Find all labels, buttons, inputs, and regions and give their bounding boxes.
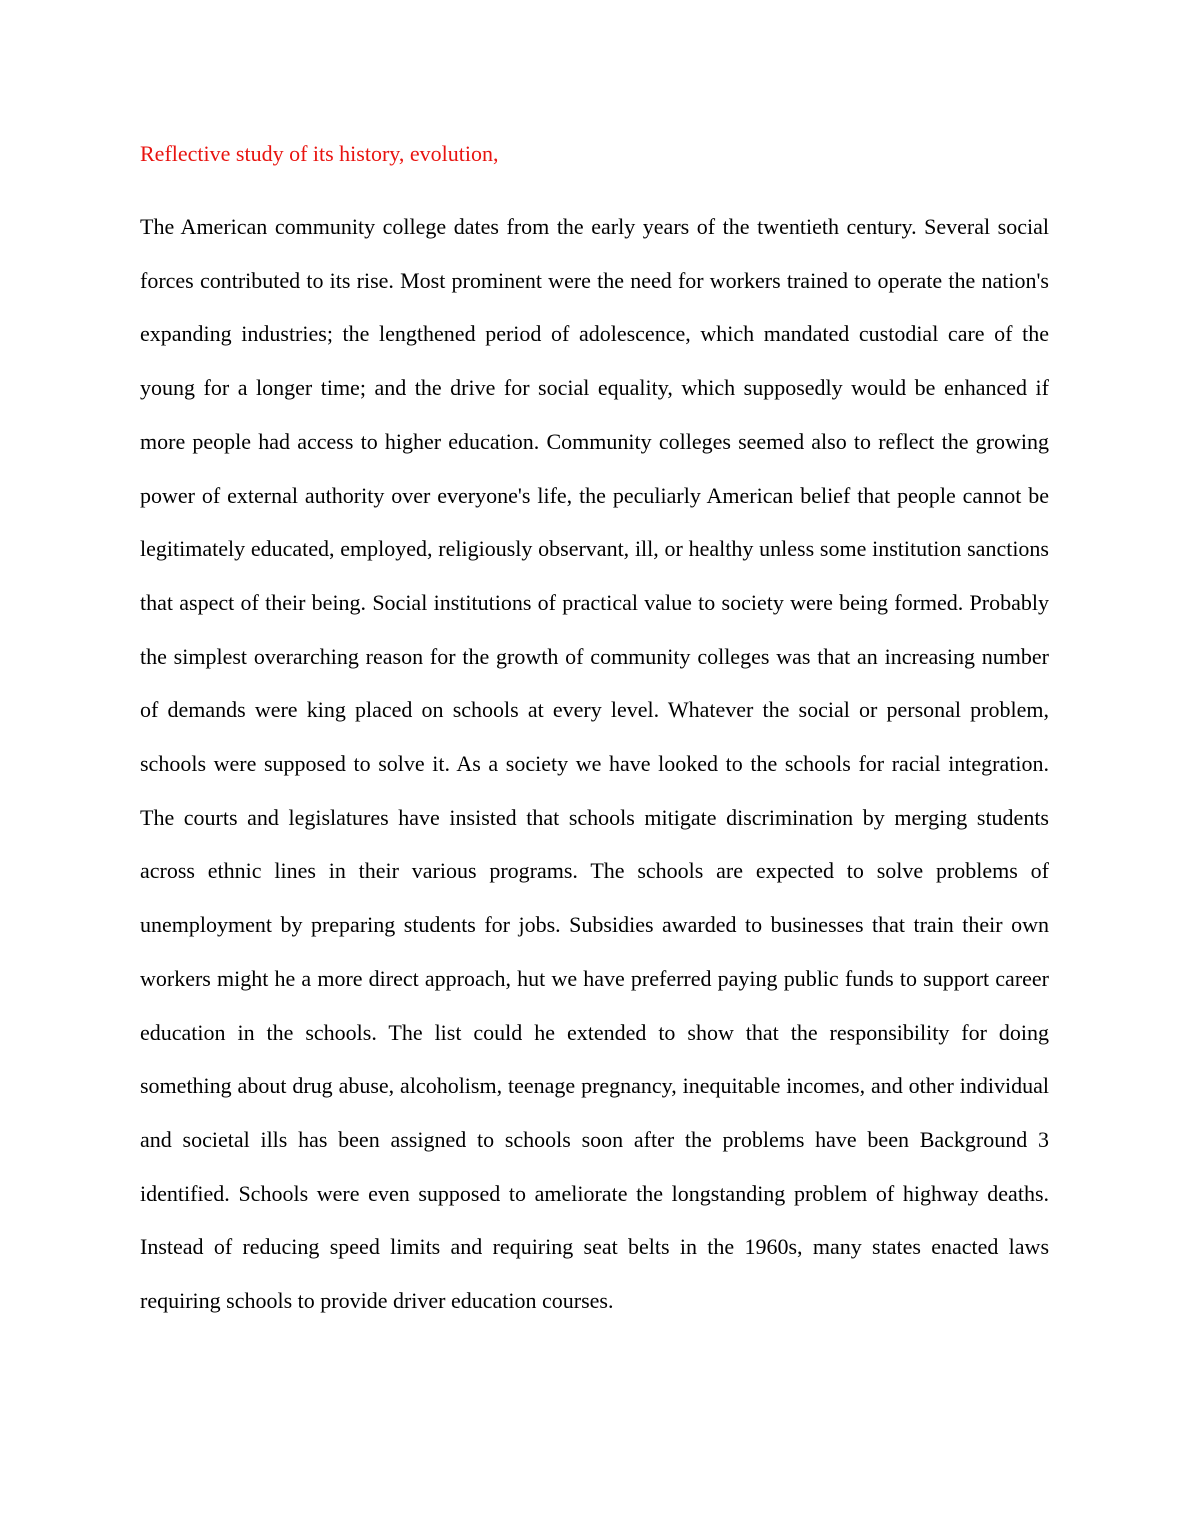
body-paragraph: The American community college dates from the early years of the twentieth century. Several social forces contributed to its rise. Most prominent were the need for workers trained to operate the nation's expanding industries; the lengthened period of adolescence, which mandated custodial care of the young for a longer time; and the drive for social equality, which supposedly would be enhanced if more people had access to higher education. Community colleges seemed also to reflect the growing power of external authority over everyone's life, the peculiarly American belief that people cannot be legitimately educated, employed, religiously observant, ill, or healthy unless some institution sanctions that aspect of their being. Social institutions of practical value to society were being formed. Probably the simplest overarching reason for the growth of community colleges was that an increasing number of demands were king placed on schools at every level. Whatever the social or personal problem, schools were supposed to solve it. As a society we have looked to the schools for racial integration. The courts and legislatures have insisted that schools mitigate discrimination by merging students across ethnic lines in their various programs. The schools are expected to solve problems of unemployment by preparing students for jobs. Subsidies awarded to businesses that train their own workers might he a more direct approach, hut we have preferred paying public funds to support career education in the schools. The list could he extended to show that the responsibility for doing something about drug abuse, alcoholism, teenage pregnancy, inequitable incomes, and other individual and societal ills has been assigned to schools soon after the problems have been Background 3 identified. Schools were even supposed to ameliorate the longstanding problem of highway deaths. Instead of reducing speed limits and requiring seat belts in the 1960s, many states enacted laws requiring schools to provide driver education courses. [140, 214, 1049, 1314]
document-heading: Reflective study of its history, evolution, [140, 141, 499, 166]
